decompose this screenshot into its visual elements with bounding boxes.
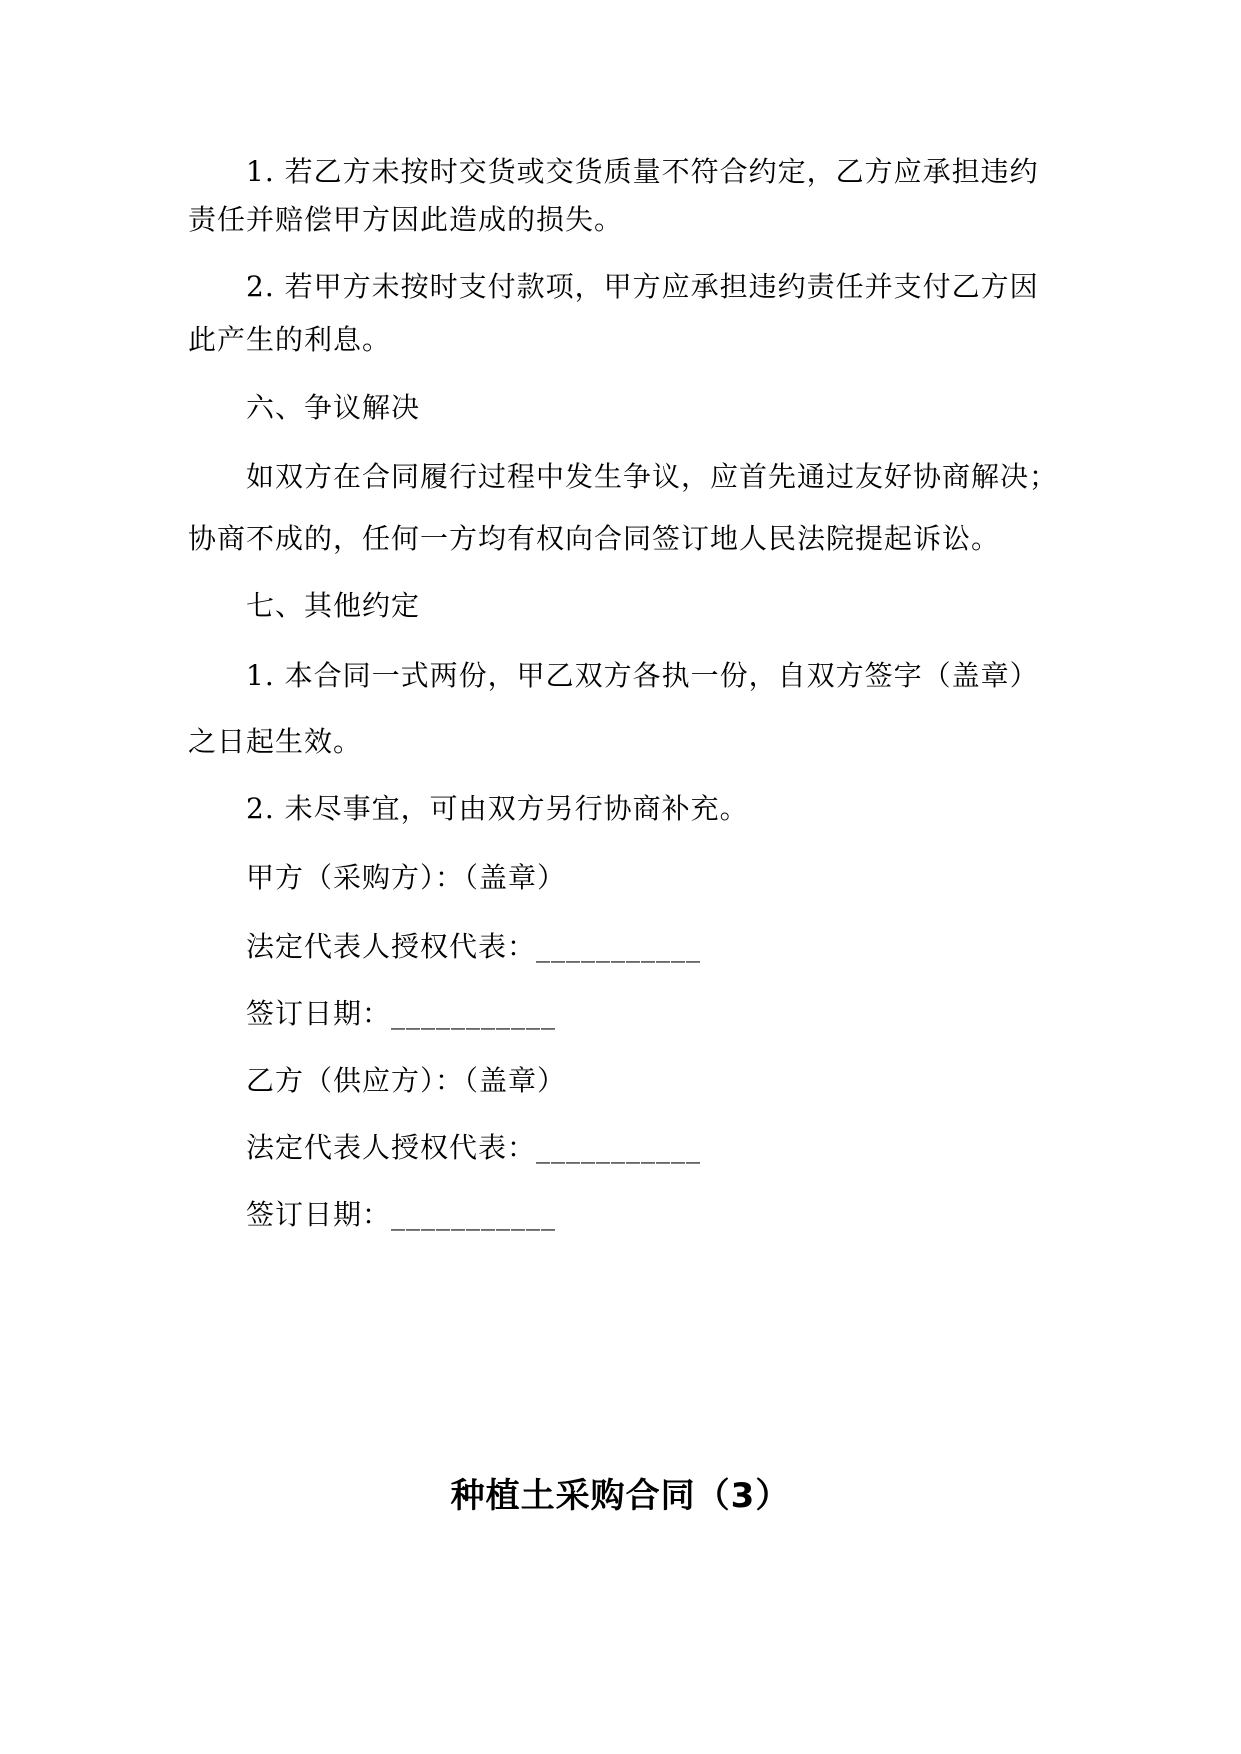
party-a-representative: 法定代表人授权代表：___________ xyxy=(246,930,702,963)
clause-1-line-1: 1. 若乙方未按时交货或交货质量不符合约定，乙方应承担违约 xyxy=(246,155,1039,188)
clause-2-line-1: 2. 若甲方未按时支付款项，甲方应承担违约责任并支付乙方因 xyxy=(246,270,1039,303)
section-6-heading: 六、争议解决 xyxy=(246,391,421,424)
party-b-representative: 法定代表人授权代表：___________ xyxy=(246,1131,702,1164)
section-6-line-2: 协商不成的，任何一方均有权向合同签订地人民法院提起诉讼。 xyxy=(188,522,1001,555)
next-contract-title: 种植土采购合同（3） xyxy=(450,1476,791,1516)
party-a-label: 甲方（采购方）：（盖章） xyxy=(246,861,567,894)
section-7-heading: 七、其他约定 xyxy=(246,589,421,622)
clause-1-line-2: 责任并赔偿甲方因此造成的损失。 xyxy=(188,203,624,236)
clause-2-line-2: 此产生的利息。 xyxy=(188,323,392,356)
section-7-clause-1-line-2: 之日起生效。 xyxy=(188,725,363,758)
party-b-sign-date: 签订日期：___________ xyxy=(246,1198,557,1231)
section-6-line-1: 如双方在合同履行过程中发生争议，应首先通过友好协商解决； xyxy=(246,460,1059,493)
party-b-label: 乙方（供应方）：（盖章） xyxy=(246,1064,567,1097)
section-7-clause-1-line-1: 1. 本合同一式两份，甲乙双方各执一份，自双方签字（盖章） xyxy=(246,659,1039,692)
section-7-clause-2: 2. 未尽事宜，可由双方另行协商补充。 xyxy=(246,792,749,825)
party-a-sign-date: 签订日期：___________ xyxy=(246,997,557,1030)
